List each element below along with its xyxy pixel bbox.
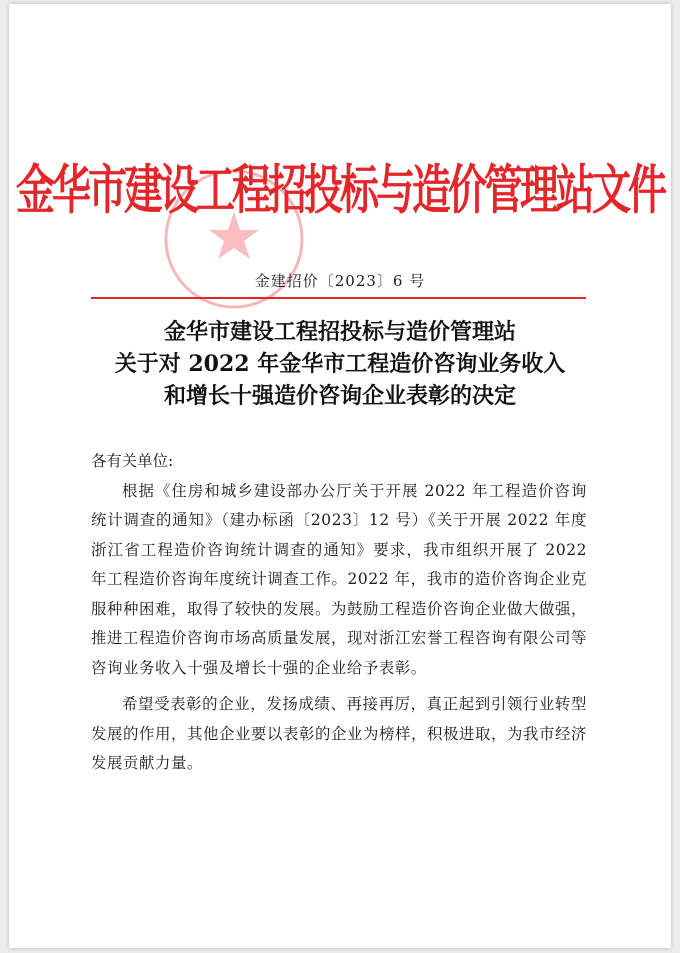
title-line-3: 和增长十强造价咨询企业表彰的决定 (163, 383, 516, 409)
document-number: 金建招价〔2023〕6 号 (254, 272, 426, 290)
body-paragraph-1: 根据《住房和城乡建设部办公厅关于开展 2022 年工程造价咨询统计调查的通知》（建办标函〔2023〕12 号）《关于开展 2022 年度浙江省工程造价咨询统计调查的通知》要求，我市组织开展了 2022 年工程造价咨询年度统计调查工作。2022 年，我市的造价咨询企业克服种种困难，取得了较快的发展。为鼓励工程造价咨询企业做大做强，推进工程造价咨询市场高质量发展，现对浙江宏誉工程咨询有限公司等咨询业务收入十强及增长十强的企业给予表彰。 (91, 481, 587, 677)
red-divider-line (91, 297, 586, 299)
document-title (9, 316, 671, 412)
title-line-2: 关于对 2022 年金华市工程造价咨询业务收入 (114, 351, 566, 377)
body-paragraph-2: 希望受表彰的企业，发扬成绩、再接再厉，真正起到引领行业转型发展的作用，其他企业要以表彰的企业为榜样，积极进取，为我市经济发展贡献力量。 (91, 695, 587, 772)
title-line-1: 金华市建设工程招投标与造价管理站 (163, 319, 516, 345)
document-page (9, 4, 671, 948)
issuer-banner: 金华市建设工程招投标与造价管理站文件 (15, 159, 664, 222)
document-body (91, 447, 587, 786)
salutation: 各有关单位: (91, 452, 174, 470)
